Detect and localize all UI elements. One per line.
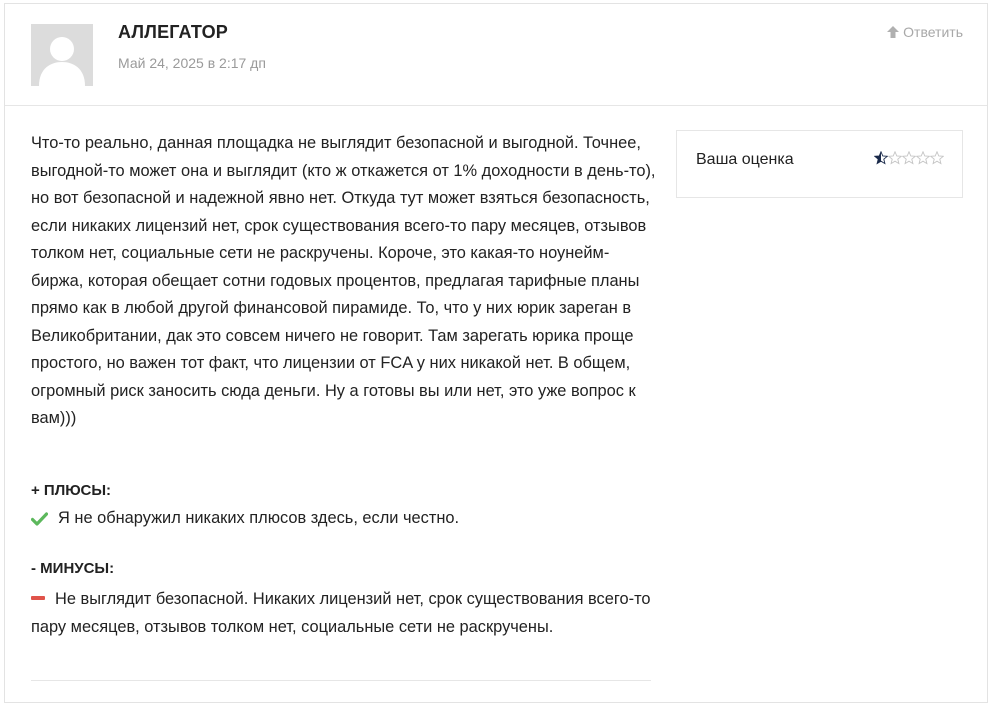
cons-title: - МИНУСЫ: <box>31 560 115 577</box>
cons-text: Не выглядит безопасной. Никаких лицензий нет, срок существования всего-то пару месяцев, отзывов толком нет, социальные сети не раскручены. <box>31 590 651 636</box>
comment-card <box>4 3 988 703</box>
pros-item <box>31 509 459 528</box>
star-icon[interactable] <box>902 151 916 165</box>
star-icon[interactable] <box>874 151 888 165</box>
minus-icon <box>31 596 45 600</box>
comment-author: АЛЛЕГАТОР <box>118 22 229 42</box>
comment-header <box>5 4 987 106</box>
default-avatar-icon <box>31 24 93 86</box>
divider <box>31 680 651 681</box>
reply-label: Ответить <box>903 24 963 40</box>
comment-text: Что-то реально, данная площадка не выглядит безопасной и выгодной. Точнее, выгодной-то может она и выглядит (кто ж откажется от 1% доходности в день-то), но вот безопасной и надежной явно нет. Откуда тут может взяться безопасность, если никаких лицензий нет, срок существования всего-то пару месяцев, отзывов толком нет, социальные сети не раскручены. Короче, это какая-то ноунейм-биржа, которая обещает сотни годовых процентов, предлагая тарифные планы прямо как в любой другой финансовой пирамиде. То, что у них юрик зареган в Великобритании, дак это совсем ничего не говорит. Там зарегать юрика проще простого, но важен тот факт, что лицензии от FCA у них никакой нет. В общем, огромный риск заносить сюда деньги. Ну а готовы вы или нет, это уже вопрос к вам))) <box>31 134 656 427</box>
star-rating[interactable] <box>874 151 944 165</box>
rating-box <box>676 130 963 198</box>
pros-title: + ПЛЮСЫ: <box>31 482 112 499</box>
cons-item <box>31 586 656 641</box>
reply-button[interactable] <box>886 24 963 40</box>
arrow-up-icon <box>886 25 900 39</box>
rating-label: Ваша оценка <box>696 151 794 168</box>
star-icon[interactable] <box>930 151 944 165</box>
pros-text: Я не обнаружил никаких плюсов здесь, если честно. <box>58 509 460 527</box>
star-icon[interactable] <box>916 151 930 165</box>
star-icon[interactable] <box>888 151 902 165</box>
check-icon <box>31 512 48 526</box>
comment-date: Май 24, 2025 в 2:17 дп <box>118 55 266 71</box>
